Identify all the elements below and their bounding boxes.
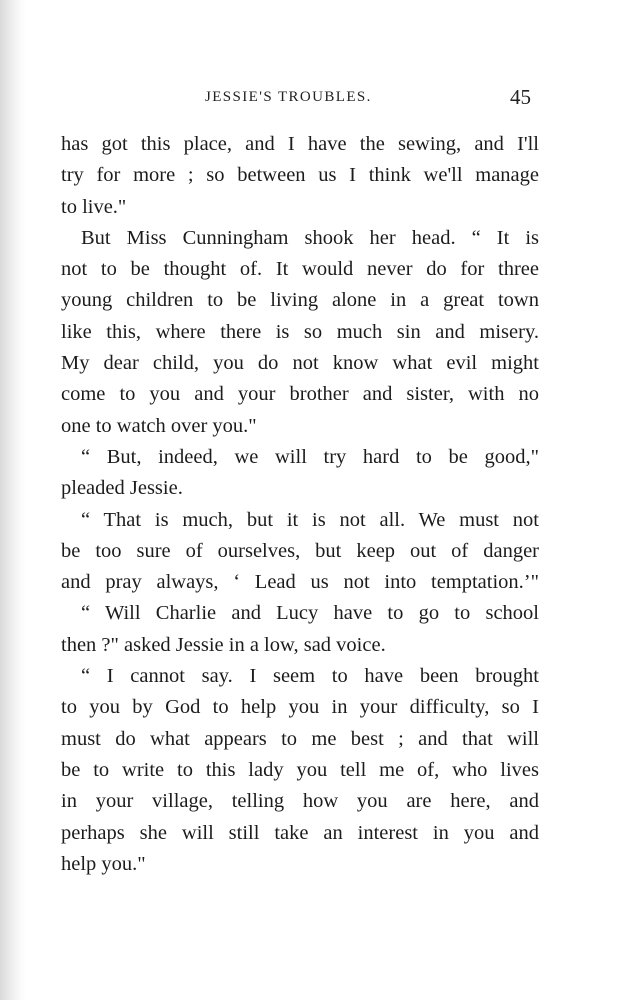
text-line: young children to be living alone in a great town	[61, 289, 539, 312]
text-line: pleaded Jessie.	[61, 477, 183, 500]
text-line: But Miss Cunningham shook her head. “ It is	[81, 226, 539, 249]
text-line: help you."	[61, 852, 146, 875]
text-line: perhaps she will still take an interest in you and	[61, 821, 539, 844]
text-line: and pray always, ‘ Lead us not into temptation.’"	[61, 571, 539, 594]
text-line: come to you and your brother and sister, with no	[61, 383, 539, 406]
page-number: 45	[510, 85, 531, 109]
text-line: has got this place, and I have the sewing, and I'll	[61, 133, 539, 155]
body-text	[61, 129, 539, 880]
text-line: “ I cannot say. I seem to have been brought	[81, 665, 539, 688]
text-line: must do what appears to me best ; and that will	[61, 727, 539, 750]
running-head-title: JESSIE'S TROUBLES.	[205, 89, 372, 105]
text-line: My dear child, you do not know what evil might	[61, 352, 539, 375]
text-line: “ Will Charlie and Lucy have to go to school	[81, 602, 539, 625]
text-line: one to watch over you."	[61, 414, 257, 437]
text-line: try for more ; so between us I think we'll manage	[61, 164, 539, 187]
text-line: “ That is much, but it is not all. We must not	[81, 508, 539, 531]
text-line: like this, where there is so much sin and misery.	[61, 320, 539, 343]
text-line: “ But, indeed, we will try hard to be good,"	[81, 445, 539, 468]
text-line: in your village, telling how you are here, and	[61, 790, 539, 813]
text-line: to you by God to help you in your difficulty, so I	[61, 696, 539, 719]
text-line: not to be thought of. It would never do for three	[61, 258, 539, 281]
text-line: be to write to this lady you tell me of, who lives	[61, 758, 539, 781]
text-line: be too sure of ourselves, but keep out of danger	[61, 539, 539, 562]
text-line: to live."	[61, 195, 127, 218]
text-line: then ?" asked Jessie in a low, sad voice.	[61, 633, 386, 656]
